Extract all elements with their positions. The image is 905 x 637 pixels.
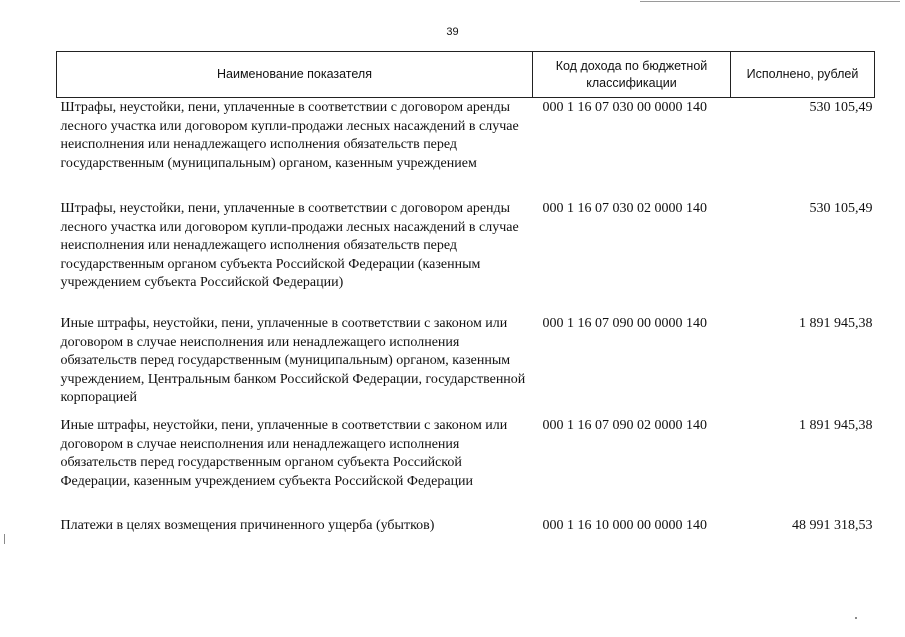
scan-artifact-top-line	[640, 1, 900, 2]
revenue-code-cell: 000 1 16 07 090 02 0000 140	[542, 418, 707, 433]
scan-artifact-mark	[855, 617, 857, 619]
revenue-code-cell: 000 1 16 07 030 00 0000 140	[542, 100, 707, 115]
amount-cell: 48 991 318,53	[792, 518, 873, 533]
revenue-table	[56, 51, 875, 557]
amount-cell: 530 105,49	[809, 100, 873, 115]
indicator-name-cell: Штрафы, неустойки, пени, уплаченные в соответствии с договором аренды лесного участка или договором купли-продажи лесных насаждений в случае неисполнения или ненадлежащего исполнения обязательств перед государственным органом субъекта Российской Федерации (казенным учреждением субъекта Российской Федерации)	[60, 201, 519, 290]
revenue-code-cell: 000 1 16 10 000 00 0000 140	[542, 518, 707, 533]
table-row	[57, 417, 875, 517]
amount-cell: 1 891 945,38	[799, 418, 873, 433]
header-executed-amount: Исполнено, рублей	[731, 52, 875, 98]
table-row	[57, 200, 875, 315]
amount-cell: 1 891 945,38	[799, 316, 873, 331]
revenue-code-cell: 000 1 16 07 090 00 0000 140	[542, 316, 707, 331]
indicator-name-cell: Платежи в целях возмещения причиненного ущерба (убытков)	[60, 518, 435, 533]
header-indicator-name: Наименование показателя	[57, 52, 533, 98]
indicator-name-cell: Иные штрафы, неустойки, пени, уплаченные в соответствии с законом или договором в случае неисполнения или ненадлежащего исполнения обязательств перед государственным органом субъекта Российской Федерации, казенным учреждением субъекта Российской Федерации	[60, 418, 508, 489]
header-revenue-code: Код дохода по бюджетной классификации	[533, 52, 731, 98]
table-row	[57, 98, 875, 201]
table-row	[57, 315, 875, 417]
page-number: 39	[446, 26, 459, 38]
table-row	[57, 517, 875, 557]
table-header-row	[57, 52, 875, 98]
revenue-code-cell: 000 1 16 07 030 02 0000 140	[542, 201, 707, 216]
amount-cell: 530 105,49	[809, 201, 873, 216]
indicator-name-cell: Штрафы, неустойки, пени, уплаченные в соответствии с договором аренды лесного участка или договором купли-продажи лесных насаждений в случае неисполнения или ненадлежащего исполнения обязательств перед государственным (муниципальным) органом, казенным учреждением	[60, 100, 519, 171]
scan-artifact-mark	[4, 534, 5, 544]
indicator-name-cell: Иные штрафы, неустойки, пени, уплаченные в соответствии с законом или договором в случае неисполнения или ненадлежащего исполнения обязательств перед государственным (муниципальным) органом, казенным учреждением, Центральным банком Российской Федерации, государственной корпорацией	[60, 316, 526, 405]
